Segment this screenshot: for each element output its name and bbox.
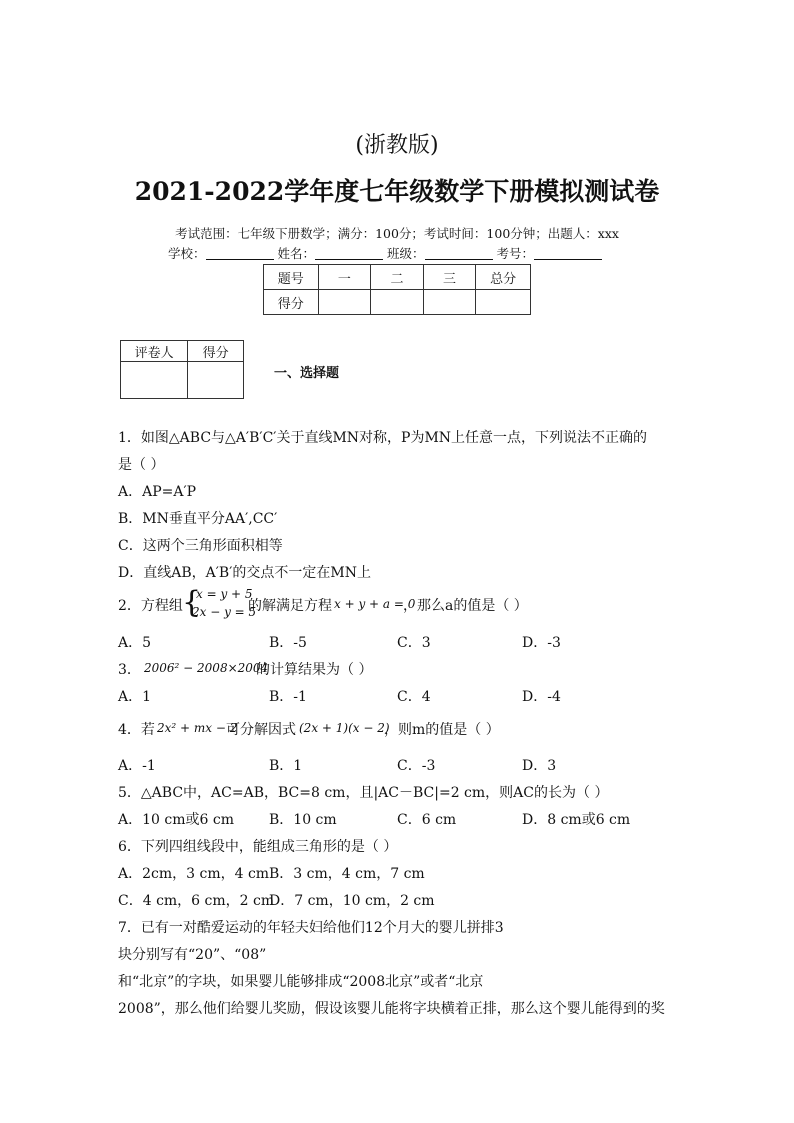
- class-field[interactable]: [425, 247, 493, 260]
- grader-header-cell: 得分: [188, 341, 244, 362]
- grader-header-cell: 评卷人: [121, 341, 188, 362]
- question-6-option-b: B．3 cm，4 cm，7 cm: [269, 866, 425, 882]
- score-cell[interactable]: [476, 290, 531, 315]
- score-row-label: 得分: [264, 290, 319, 315]
- question-1-text-cont: 是（ ）: [118, 457, 165, 473]
- question-5-option-b: B．10 cm: [269, 812, 337, 828]
- question-1-option-c: C．这两个三角形面积相等: [118, 538, 283, 554]
- school-label: 学校：: [168, 246, 206, 261]
- grader-cell[interactable]: [188, 362, 244, 399]
- score-header-cell: 二: [371, 265, 424, 290]
- question-1-option-a: A．AP=A′P: [118, 484, 197, 500]
- question-2-equation-1: x = y + 5: [196, 587, 253, 601]
- section-heading: 一、选择题: [274, 366, 340, 381]
- question-3-expression: 2006² − 2008×2004: [144, 661, 269, 675]
- exam-no-label: 考号：: [496, 246, 535, 261]
- question-4-expression-1: 2x² + mx − 2: [157, 721, 238, 735]
- question-2-option-c: C．3: [397, 635, 431, 651]
- grader-cell[interactable]: [121, 362, 188, 399]
- question-6-text: 6．下列四组线段中，能组成三角形的是（ ）: [118, 839, 398, 855]
- question-5-option-d: D．8 cm或6 cm: [522, 812, 631, 828]
- question-4-option-d: D．3: [522, 758, 557, 774]
- question-4-expression-2: (2x + 1)(x − 2): [299, 721, 390, 735]
- name-field[interactable]: [315, 247, 383, 260]
- paper-title: 2021-2022学年度七年级数学下册模拟测试卷: [134, 177, 660, 206]
- question-2-equation-3: x + y + a = 0: [334, 597, 416, 611]
- paper-subtitle: (浙教版): [355, 133, 439, 158]
- question-1-option-d: D．直线AB，A′B′的交点不一定在MN上: [118, 565, 371, 581]
- question-2-option-d: D．-3: [522, 635, 561, 651]
- score-cell[interactable]: [423, 290, 476, 315]
- question-4-suffix: ，则m的值是（ ）: [384, 722, 500, 738]
- question-6-option-a: A．2cm，3 cm，4 cm: [118, 866, 270, 882]
- question-3-option-a: A．1: [118, 689, 152, 705]
- question-5-option-a: A．10 cm或6 cm: [118, 812, 234, 828]
- question-1-text: 1．如图△ABC与△A′B′C′关于直线MN对称，P为MN上任意一点，下列说法不正确的: [118, 430, 648, 446]
- question-2-equation-2: 2x − y = 5: [192, 605, 257, 619]
- question-5-option-c: C．6 cm: [397, 812, 457, 828]
- question-4-prefix: 4．若: [118, 722, 155, 738]
- score-cell[interactable]: [371, 290, 424, 315]
- student-info-row: [168, 244, 602, 262]
- question-7-text-cont: 和“北京”的字块，如果婴儿能够排成“2008北京”或者“北京: [118, 974, 484, 990]
- score-header-cell: 一: [318, 265, 371, 290]
- question-3-option-b: B．-1: [269, 689, 307, 705]
- score-table: [263, 264, 531, 315]
- class-label: 班级：: [387, 246, 425, 261]
- question-1-option-b: B．MN垂直平分AA′,CC′: [118, 511, 278, 527]
- question-2-prefix: 2．方程组: [118, 598, 183, 614]
- score-header-cell: 总分: [476, 265, 531, 290]
- question-4-option-c: C．-3: [397, 758, 436, 774]
- question-4-option-a: A．-1: [118, 758, 156, 774]
- exam-info: 考试范围：七年级下册数学；满分：100分；考试时间：100分钟；出题人：xxx: [175, 226, 619, 241]
- question-4-option-b: B．1: [269, 758, 303, 774]
- score-header-cell: 三: [423, 265, 476, 290]
- question-6-option-d: D．7 cm，10 cm，2 cm: [269, 893, 435, 909]
- grader-table: [120, 340, 244, 399]
- exam-no-field[interactable]: [534, 247, 602, 260]
- question-2-mid: 的解满足方程: [248, 598, 332, 614]
- question-7-text-cont: 块分别写有“20”、“08”: [118, 947, 267, 963]
- question-2-suffix: ，那么a的值是（ ）: [403, 598, 528, 614]
- question-5-text: 5．△ABC中，AC=AB，BC=8 cm，且|AC－BC|=2 cm，则AC的长为（ ）: [118, 785, 609, 801]
- question-2-option-a: A．5: [118, 635, 152, 651]
- question-3-option-c: C．4: [397, 689, 431, 705]
- question-3-option-d: D．-4: [522, 689, 561, 705]
- question-3-prefix: 3．: [118, 662, 141, 678]
- score-cell[interactable]: [318, 290, 371, 315]
- school-field[interactable]: [206, 247, 274, 260]
- question-2-option-b: B．-5: [269, 635, 307, 651]
- question-3-suffix: 的计算结果为（ ）: [256, 662, 373, 678]
- question-4-mid: 可分解因式: [226, 722, 296, 738]
- question-7-text-cont: 2008”，那么他们给婴儿奖励，假设该婴儿能将字块横着正排，那么这个婴儿能得到的奖: [118, 1001, 665, 1017]
- brace-symbol: {: [182, 585, 202, 620]
- score-header-cell: 题号: [264, 265, 319, 290]
- name-label: 姓名：: [277, 246, 316, 261]
- question-7-text: 7．已有一对酷爱运动的年轻夫妇给他们12个月大的婴儿拼排3: [118, 920, 504, 936]
- question-6-option-c: C．4 cm，6 cm，2 cm: [118, 893, 275, 909]
